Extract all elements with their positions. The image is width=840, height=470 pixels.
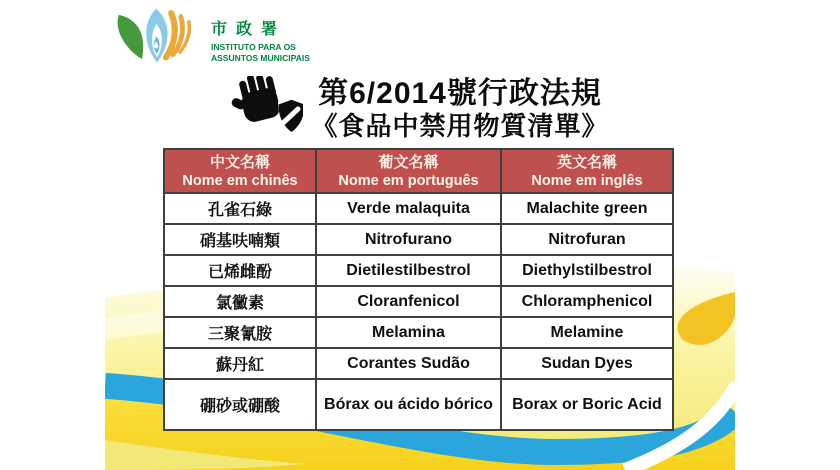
table-row: 三聚氰胺 Melamina Melamine xyxy=(164,317,673,348)
logo-text xyxy=(211,16,310,63)
header-chinese-name: 中文名稱 Nome em chinês xyxy=(164,149,316,193)
table-header-row xyxy=(164,149,673,193)
table-row: 蘇丹紅 Corantes Sudão Sudan Dyes xyxy=(164,348,673,379)
org-name-zh: 市政署 xyxy=(211,21,287,38)
iam-lotus-icon xyxy=(109,6,205,68)
table-row: 孔雀石綠 Verde malaquita Malachite green xyxy=(164,193,673,224)
slide xyxy=(105,0,735,470)
table-row: 氯黴素 Cloranfenicol Chloramphenicol xyxy=(164,286,673,317)
title-regulation: 第6/2014號行政法規 xyxy=(318,77,602,110)
org-name-pt: INSTITUTO PARA OS ASSUNTOS MUNICIPAIS xyxy=(211,42,310,63)
iam-logo xyxy=(109,6,310,68)
table-row: 已烯雌酚 Dietilestilbestrol Diethylstilbestrol xyxy=(164,255,673,286)
banned-substances-table xyxy=(163,148,674,431)
header-english-name: 英文名稱 Nome em inglês xyxy=(501,149,673,193)
page-title xyxy=(311,77,608,141)
stop-hand-shield-prohibition-icon xyxy=(231,76,303,142)
table-row: 硝基呋喃類 Nitrofurano Nitrofuran xyxy=(164,224,673,255)
header-portuguese-name: 葡文名稱 Nome em português xyxy=(316,149,501,193)
title-block xyxy=(105,76,735,142)
table-row: 硼砂或硼酸 Bórax ou ácido bórico Borax or Boric Acid xyxy=(164,379,673,430)
title-subtitle: 《食品中禁用物質清單》 xyxy=(311,111,609,141)
